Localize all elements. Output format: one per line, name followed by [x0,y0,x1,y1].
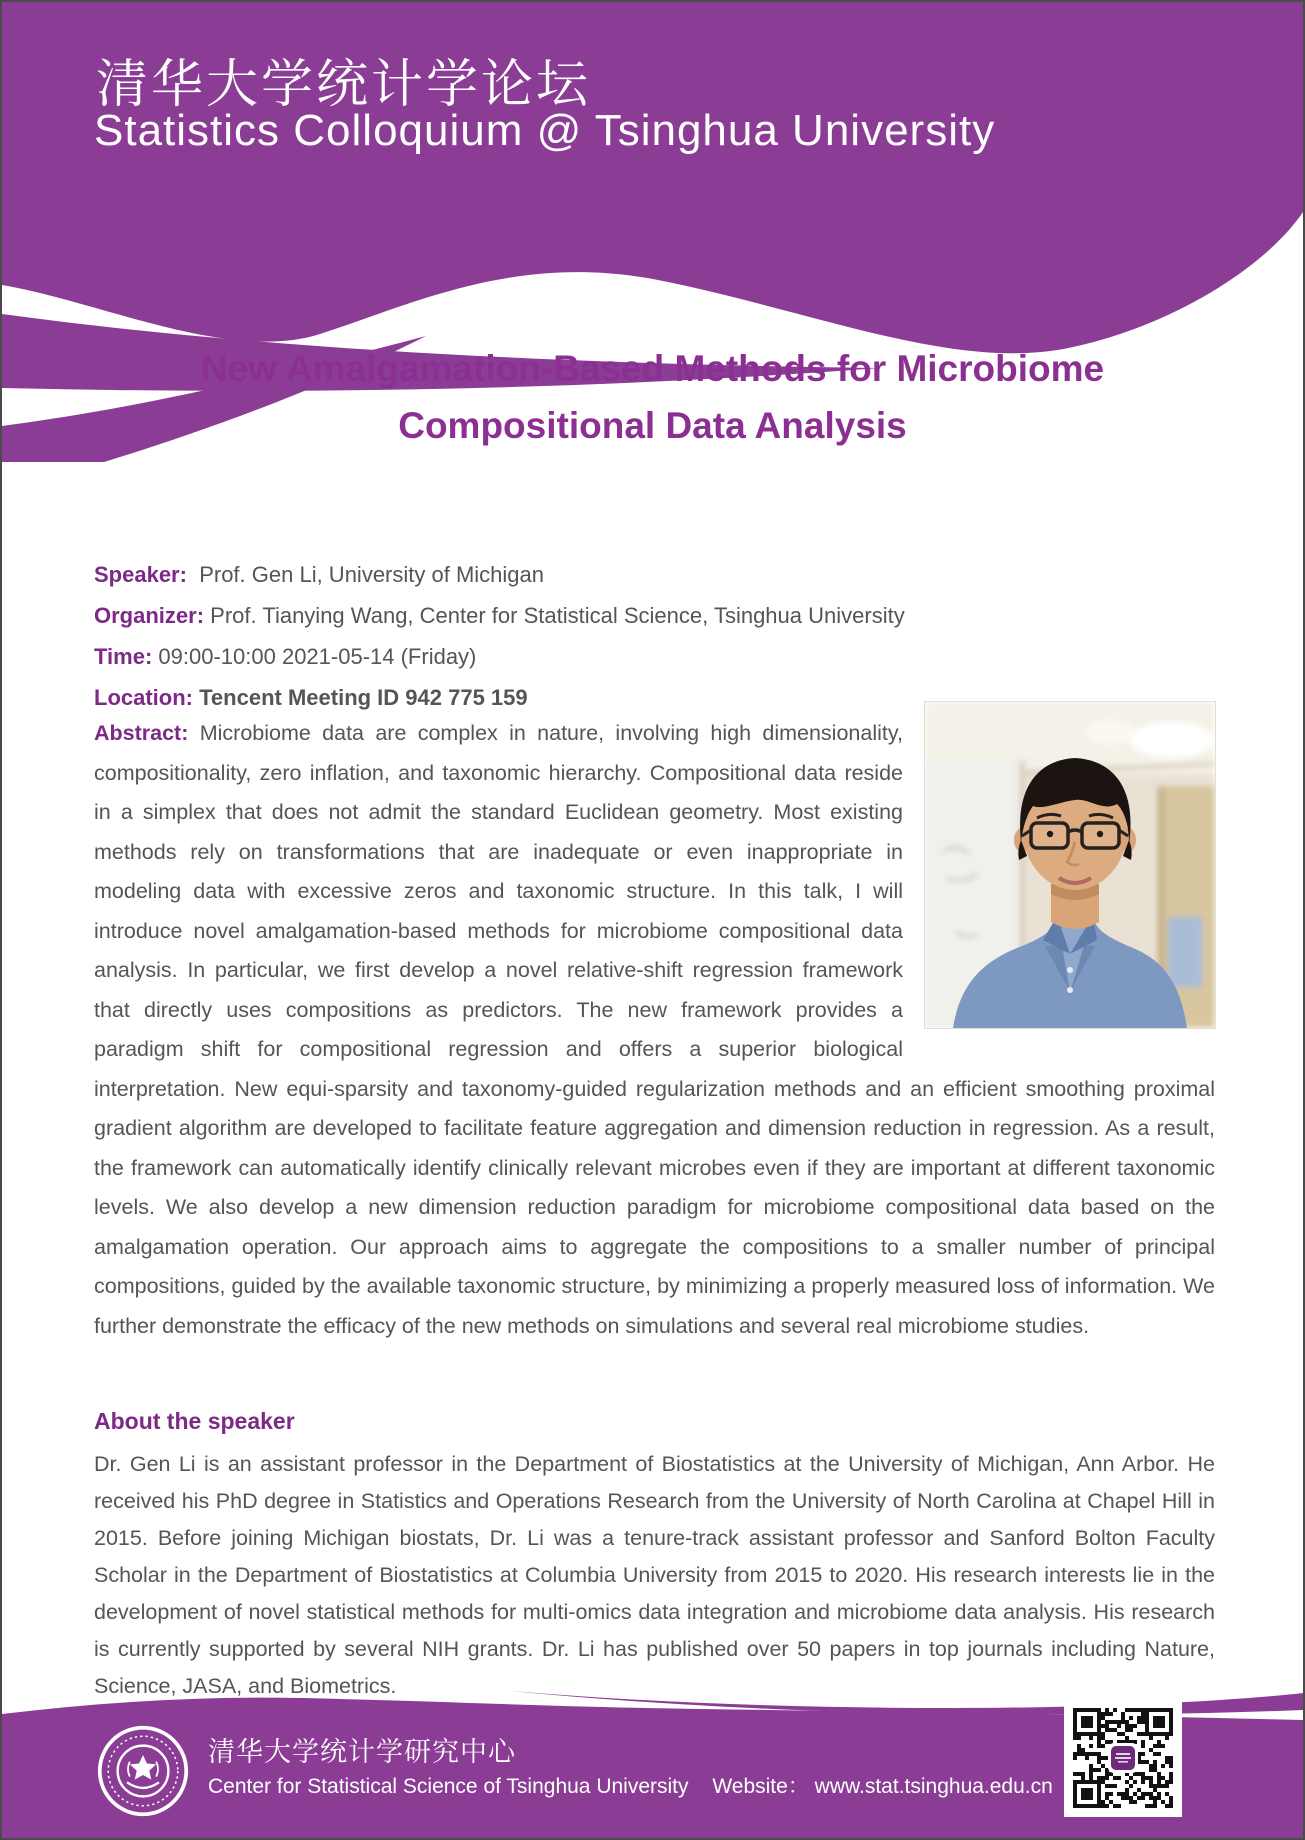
about-text: Dr. Gen Li is an assistant professor in the Department of Biostatistics at the University of Michigan, Ann Arbor. He received his PhD degree in Statistics and Operations Research from the University of North Carolina at Chapel Hill in 2015. Before joining Michigan biostats, Dr. Li was a tenure-track assistant professor and Sanford Bolton Faculty Scholar in the Department of Biostatistics at Columbia University from 2015 to 2020. His research interests lie in the development of novel statistical methods for multi-omics data integration and microbiome data analysis. His research is currently supported by several NIH grants. Dr. Li has published over 50 papers in top journals including Nature, Science, JASA, and Biometrics. [94,1452,1215,1698]
abstract-label: Abstract: [94,721,189,745]
tsinghua-logo [96,1724,190,1818]
header-title-chinese: 清华大学统计学论坛 [96,56,592,114]
organizer-value: Prof. Tianying Wang, Center for Statistical Science, Tsinghua University [210,603,905,628]
website-link[interactable]: www.stat.tsinghua.edu.cn [814,1775,1053,1798]
time-label: Time: [94,644,153,669]
footer-org-english: Center for Statistical Science of Tsinghua University [208,1775,689,1798]
footer-org-chinese: 清华大学统计学研究中心 [208,1737,516,1767]
time-value: 09:00-10:00 2021-05-14 (Friday) [158,644,477,669]
speaker-value: Prof. Gen Li, University of Michigan [199,562,544,587]
website-label: Website： [712,1775,809,1798]
abstract-text: Microbiome data are complex in nature, involving high dimensionality, compositionality, zero inflation, and taxonomic hierarchy. Compositional data reside in a simplex that does not admit the standard Euclidean geometry. Most existing methods rely on transformations that are inadequate or even inappropriate in modeling data with excessive zeros and taxonomic structure. In this talk, I will introduce novel amalgamation-based methods for microbiome compositional data analysis. In particular, we first develop a novel relative-shift regression framework that directly uses compositions as predictors. The new framework provides a paradigm shift for compositional regression and offers a superior biological interpretation. New equi-sparsity and taxonomy-guided regularization methods and an efficient smoothing proximal gradient algorithm are developed to facilitate feature aggregation and dimension reduction in regression. As a result, the framework can automatically identify clinically relevant microbes even if they are important at different taxonomic levels. We also develop a new dimension reduction paradigm for microbiome compositional data based on the amalgamation operation. Our approach aims to aggregate the compositions to a smaller number of principal compositions, guided by the available taxonomic structure, by minimizing a properly measured loss of information. We further demonstrate the efficacy of the new methods on simulations and several real microbiome studies. [94,721,1215,1338]
organizer-label: Organizer: [94,603,205,628]
qr-code [1064,1699,1182,1817]
talk-title-line2: Compositional Data Analysis [398,405,907,446]
organizer-line [94,595,1215,636]
talk-info [94,554,1215,718]
talk-title [2,340,1303,454]
speaker-photo [925,702,1215,1028]
header-title-english: Statistics Colloquium @ Tsinghua University [94,106,996,155]
talk-title-line1: New Amalgamation-Based Methods for Microbiome [200,348,1105,389]
time-line [94,636,1215,677]
speaker-label: Speaker: [94,562,187,587]
speaker-line [94,554,1215,595]
location-label: Location: [94,685,193,710]
about-heading: About the speaker [94,1408,295,1434]
footer-org-english-row [208,1770,1053,1800]
location-value: Tencent Meeting ID 942 775 159 [199,685,528,710]
abstract-section [94,714,1215,1346]
